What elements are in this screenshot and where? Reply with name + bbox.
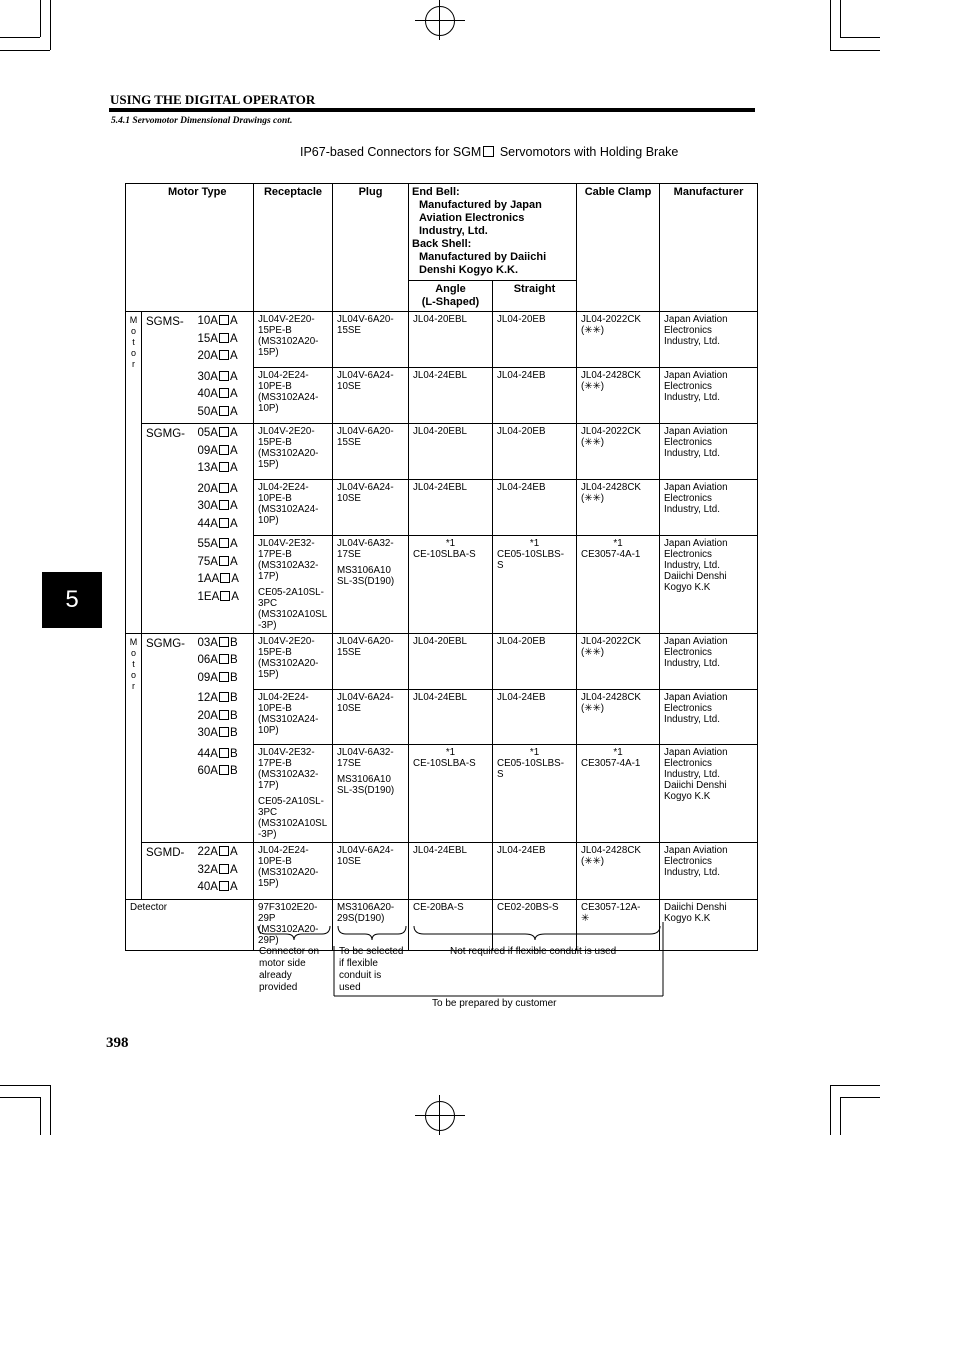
manufacturer-cell: Japan Aviation Electronics Industry, Ltd. (660, 480, 758, 536)
plug-cell: JL04V-6A32- 17SE MS3106A10 SL-3S(D190) (333, 535, 409, 633)
square-placeholder-icon (219, 710, 229, 720)
square-placeholder-icon (219, 538, 229, 548)
connector-table (125, 183, 758, 951)
square-placeholder-icon (219, 654, 229, 664)
motor-series: SGMG- (142, 633, 196, 843)
angle-cell: JL04-20EBL (409, 633, 493, 689)
cable-clamp-cell: *1 CE3057-4A-1 (577, 535, 660, 633)
cable-clamp-cell: JL04-2022CK (✳✳) (577, 312, 660, 368)
square-placeholder-icon (219, 637, 229, 647)
square-placeholder-icon (219, 371, 229, 381)
square-placeholder-icon (219, 881, 229, 891)
angle-cell: *1 CE-10SLBA-S (409, 535, 493, 633)
motor-models-cell (196, 535, 254, 633)
table-row (126, 633, 758, 689)
motor-model: 75A A (197, 555, 238, 568)
motor-model: 30A B (197, 727, 238, 739)
motor-model: 55A A (197, 538, 238, 550)
square-placeholder-icon (219, 518, 229, 528)
angle-cell: *1 CE-10SLBA-S (409, 745, 493, 843)
note-not-required: Not required if flexible conduit is used (450, 946, 617, 957)
receptacle-cell: JL04V-2E20- 15PE-B (MS3102A20- 15P) (254, 424, 333, 480)
motor-model: 40A A (197, 388, 238, 400)
motor-model: 15A A (197, 332, 238, 345)
square-placeholder-icon (220, 573, 230, 583)
manufacturer-cell: Japan Aviation Electronics Industry, Ltd. (660, 843, 758, 900)
cable-clamp-cell: JL04-2428CK (✳✳) (577, 689, 660, 745)
motor-model: 20A B (197, 709, 238, 722)
table-row (126, 312, 758, 368)
manufacturer-cell: Japan Aviation Electronics Industry, Ltd. (660, 312, 758, 368)
header-plug: Plug (333, 184, 409, 312)
manufacturer-cell: Japan Aviation Electronics Industry, Ltd. (660, 368, 758, 424)
motor-model: 09A A (197, 444, 238, 457)
angle-cell: JL04-24EBL (409, 843, 493, 900)
table-row (126, 689, 758, 745)
receptacle-cell: 97F3102E20- 29P (MS3102A20- 29P) (254, 899, 333, 950)
manufacturer-cell: Japan Aviation Electronics Industry, Ltd. (660, 424, 758, 480)
motor-models-cell (196, 424, 254, 480)
table-row (126, 424, 758, 480)
square-placeholder-icon (219, 864, 229, 874)
header-straight: Straight (493, 281, 577, 312)
plug-cell: JL04V-6A24- 10SE (333, 843, 409, 900)
motor-model: 60A B (197, 765, 238, 777)
manufacturer-cell: Japan Aviation Electronics Industry, Ltd. (660, 633, 758, 689)
motor-model: 20A A (197, 482, 238, 495)
square-placeholder-icon (219, 388, 229, 398)
note-plug-selection: To be selected if flexible conduit is used (339, 946, 404, 993)
straight-cell: JL04-24EB (493, 689, 577, 745)
angle-cell: JL04-24EBL (409, 480, 493, 536)
header-rule (109, 108, 755, 112)
receptacle-cell: JL04-2E24- 10PE-B (MS3102A20- 15P) (254, 843, 333, 900)
square-placeholder-icon (219, 333, 229, 343)
receptacle-cell: JL04-2E24- 10PE-B (MS3102A24- 10P) (254, 368, 333, 424)
motor-model: 44A A (197, 517, 238, 530)
square-placeholder-icon (219, 846, 229, 856)
plug-cell: JL04V-6A24- 10SE (333, 480, 409, 536)
header-blank (126, 184, 142, 312)
motor-models-cell (196, 745, 254, 843)
chapter-tab: 5 (42, 572, 102, 628)
motor-model: 1EA A (197, 590, 239, 603)
straight-cell: JL04-24EB (493, 480, 577, 536)
detector-label: Detector (126, 899, 254, 950)
plug-cell: JL04V-6A20- 15SE (333, 312, 409, 368)
angle-cell: CE-20BA-S (409, 899, 493, 950)
straight-cell: JL04-24EB (493, 368, 577, 424)
straight-cell: CE02-20BS-S (493, 899, 577, 950)
motor-models-cell (196, 633, 254, 689)
motor-model: 12A B (197, 692, 238, 704)
table-title: IP67-based Connectors for SGM Servomotors with Holding Brake (300, 145, 679, 159)
square-placeholder-icon (219, 556, 229, 566)
square-placeholder-icon (219, 672, 229, 682)
motor-models-cell (196, 689, 254, 745)
straight-cell: JL04-20EB (493, 312, 577, 368)
angle-cell: JL04-20EBL (409, 312, 493, 368)
cable-clamp-cell: *1 CE3057-4A-1 (577, 745, 660, 843)
manufacturer-cell: Japan Aviation Electronics Industry, Ltd. (660, 689, 758, 745)
motor-models-cell (196, 312, 254, 368)
receptacle-cell: JL04V-2E32- 17PE-B (MS3102A32- 17P) CE05-2A10SL- 3PC (MS3102A10SL -3P) (254, 745, 333, 843)
table-row (126, 535, 758, 633)
angle-cell: JL04-24EBL (409, 368, 493, 424)
cable-clamp-cell: JL04-2428CK (✳✳) (577, 480, 660, 536)
motor-model: 20A A (197, 350, 238, 362)
section-header: USING THE DIGITAL OPERATOR (110, 92, 316, 107)
straight-cell: JL04-20EB (493, 424, 577, 480)
manufacturer-cell: Japan Aviation Electronics Industry, Ltd. Daiichi Denshi Kogyo K.K (660, 535, 758, 633)
plug-cell: JL04V-6A24- 10SE (333, 689, 409, 745)
square-placeholder-icon (219, 765, 229, 775)
receptacle-cell: JL04V-2E20- 15PE-B (MS3102A20- 15P) (254, 312, 333, 368)
square-placeholder-icon (219, 427, 229, 437)
header-receptacle: Receptacle (254, 184, 333, 312)
angle-cell: JL04-20EBL (409, 424, 493, 480)
square-placeholder-icon (483, 146, 494, 157)
motor-model: 30A A (197, 370, 238, 383)
header-cable-clamp: Cable Clamp (577, 184, 660, 312)
motor-model: 44A B (197, 747, 238, 760)
square-placeholder-icon (220, 591, 230, 601)
page-number: 398 (106, 1035, 129, 1051)
motor-model: 05A A (197, 427, 238, 439)
subsection-label: 5.4.1 Servomotor Dimensional Drawings cont. (111, 116, 293, 126)
receptacle-cell: JL04V-2E20- 15PE-B (MS3102A20- 15P) (254, 633, 333, 689)
motor-model: 10A A (197, 315, 238, 327)
angle-cell: JL04-24EBL (409, 689, 493, 745)
cable-clamp-cell: CE3057-12A- ✳ (577, 899, 660, 950)
motor-models-cell (196, 843, 254, 900)
motor-model: 06A B (197, 654, 238, 666)
square-placeholder-icon (219, 445, 229, 455)
table-row (126, 843, 758, 900)
receptacle-cell: JL04V-2E32- 17PE-B (MS3102A32- 17P) CE05-2A10SL- 3PC (MS3102A10SL -3P) (254, 535, 333, 633)
table-row (126, 480, 758, 536)
plug-cell: JL04V-6A32- 17SE MS3106A10 SL-3S(D190) (333, 745, 409, 843)
receptacle-cell: JL04-2E24- 10PE-B (MS3102A24- 10P) (254, 480, 333, 536)
straight-cell: *1 CE05-10SLBS- S (493, 535, 577, 633)
square-placeholder-icon (219, 315, 229, 325)
motor-model: 1AA A (197, 573, 239, 585)
motor-model: 22A A (197, 846, 238, 858)
cable-clamp-cell: JL04-2428CK (✳✳) (577, 368, 660, 424)
square-placeholder-icon (219, 462, 229, 472)
motor-model: 32A A (197, 863, 238, 876)
plug-cell: MS3106A20- 29S(D190) (333, 899, 409, 950)
square-placeholder-icon (219, 350, 229, 360)
motor-model: 13A A (197, 462, 238, 474)
motor-series: SGMD- (142, 843, 196, 900)
motor-series: SGMS- (142, 312, 196, 424)
straight-cell: JL04-24EB (493, 843, 577, 900)
motor-model: 50A A (197, 405, 238, 418)
receptacle-cell: JL04-2E24- 10PE-B (MS3102A24- 10P) (254, 689, 333, 745)
header-angle: Angle (L-Shaped) (409, 281, 493, 312)
square-placeholder-icon (219, 406, 229, 416)
note-prepared-by-customer: To be prepared by customer (432, 998, 557, 1009)
straight-cell: JL04-20EB (493, 633, 577, 689)
motor-models-cell (196, 368, 254, 424)
motor-model: 40A A (197, 881, 238, 893)
square-placeholder-icon (219, 692, 229, 702)
straight-cell: *1 CE05-10SLBS- S (493, 745, 577, 843)
plug-cell: JL04V-6A20- 15SE (333, 633, 409, 689)
motor-vertical-label: M o t o r (126, 312, 142, 634)
manufacturer-cell: Daiichi Denshi Kogyo K.K (660, 899, 758, 950)
motor-model: 03A B (197, 636, 238, 649)
plug-cell: JL04V-6A24- 10SE (333, 368, 409, 424)
square-placeholder-icon (219, 748, 229, 758)
square-placeholder-icon (219, 500, 229, 510)
motor-vertical-label: M o t o r (126, 633, 142, 899)
header-manufacturer: Manufacturer (660, 184, 758, 312)
motor-models-cell (196, 480, 254, 536)
header-end-bell: End Bell: Manufactured by Japan Aviation Electronics Industry, Ltd. Back Shell: Manufactured by Daiichi Denshi Kogyo K.K. (409, 184, 577, 281)
motor-series: SGMG- (142, 424, 196, 634)
cable-clamp-cell: JL04-2022CK (✳✳) (577, 424, 660, 480)
manufacturer-cell: Japan Aviation Electronics Industry, Ltd. Daiichi Denshi Kogyo K.K (660, 745, 758, 843)
cable-clamp-cell: JL04-2022CK (✳✳) (577, 633, 660, 689)
table-row (126, 368, 758, 424)
cable-clamp-cell: JL04-2428CK (✳✳) (577, 843, 660, 900)
motor-model: 09A B (197, 671, 238, 684)
note-connector-provided: Connector on motor side already provided (259, 946, 320, 993)
square-placeholder-icon (219, 483, 229, 493)
plug-cell: JL04V-6A20- 15SE (333, 424, 409, 480)
square-placeholder-icon (219, 727, 229, 737)
header-motor-type: Motor Type (142, 184, 254, 312)
motor-model: 30A A (197, 500, 238, 512)
table-row (126, 745, 758, 843)
